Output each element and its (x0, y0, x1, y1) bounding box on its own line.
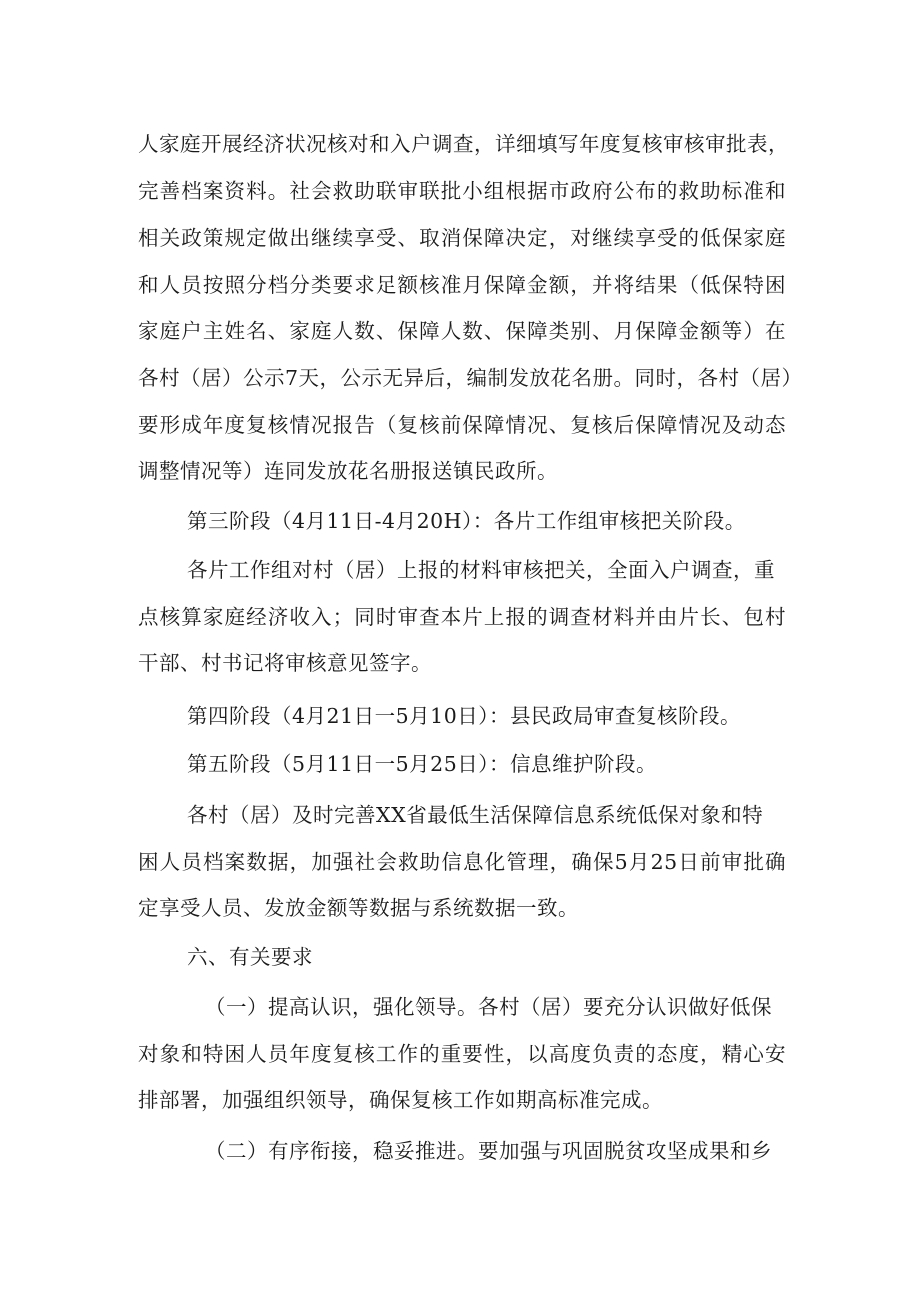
stage-three-heading: 第三阶段（4月11日-4月20H）：各片工作组审核把关阶段。 (187, 509, 746, 533)
stage-five-heading: 第五阶段（5月11日一5月25日）：信息维护阶段。 (187, 752, 658, 776)
text-line: 干部、村书记将审核意见签字。 (138, 651, 432, 675)
text-line: 和人员按照分档分类要求足额核准月保障金额，并将结果（低保特困 (138, 273, 786, 297)
text-line: 各村（居）及时完善XX省最低生活保障信息系统低保对象和特 (187, 803, 764, 827)
text-line: （二）有序衔接，稳妥推进。要加强与巩固脱贫攻坚成果和乡 (205, 1139, 772, 1163)
text-line: 定享受人员、发放金额等数据与系统数据一致。 (138, 896, 579, 920)
text-line: 家庭户主姓名、家庭人数、保障人数、保障类别、月保障金额等）在 (138, 319, 786, 343)
text-line: 排部署，加强组织领导，确保复核工作如期高标准完成。 (138, 1088, 663, 1112)
text-line: 对象和特困人员年度复核工作的重要性，以高度负责的态度，精心安 (138, 1042, 786, 1066)
section-six-heading: 六、有关要求 (187, 945, 313, 969)
text-line: 各村（居）公示7天，公示无异后，编制发放花名册。同时，各村（居） (138, 366, 803, 390)
text-line: 调整情况等）连同发放花名册报送镇民政所。 (138, 459, 558, 483)
text-line: （一）提高认识，强化领导。各村（居）要充分认识做好低保 (205, 995, 772, 1019)
stage-four-heading: 第四阶段（4月21日一5月10日）：县民政局审查复核阶段。 (187, 704, 742, 728)
text-line: 相关政策规定做出继续享受、取消保障决定，对继续享受的低保家庭 (138, 226, 786, 250)
text-line: 完善档案资料。社会救助联审联批小组根据市政府公布的救助标准和 (138, 179, 786, 203)
text-line: 各片工作组对村（居）上报的材料审核把关，全面入户调查，重 (187, 558, 775, 582)
text-line: 人家庭开展经济状况核对和入户调查，详细填写年度复核审核审批表， (138, 132, 789, 156)
text-line: 要形成年度复核情况报告（复核前保障情况、复核后保障情况及动态 (138, 413, 786, 437)
text-line: 困人员档案数据，加强社会救助信息化管理，确保5月25日前审批确 (138, 850, 786, 874)
text-line: 点核算家庭经济收入；同时审查本片上报的调查材料并由片长、包村 (138, 605, 786, 629)
